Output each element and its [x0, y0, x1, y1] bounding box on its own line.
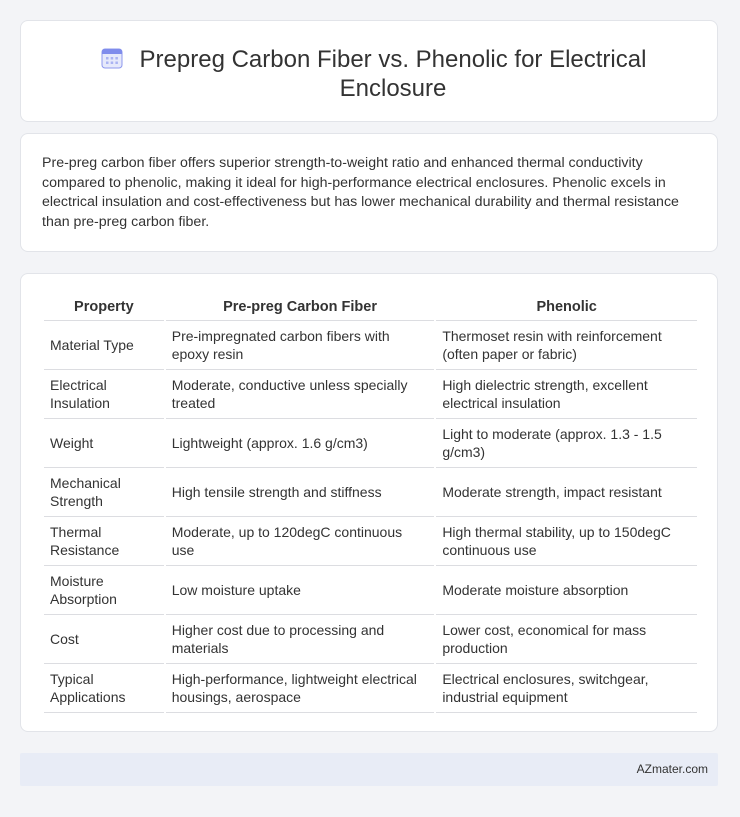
row-prepreg-value: Moderate, conductive unless specially treated	[166, 370, 435, 419]
summary-text: Pre-preg carbon fiber offers superior strength-to-weight ratio and enhanced thermal conductivity compared to phenolic, making it ideal for high-performance electrical enclosures. Phenolic excels in electrical insulation and cost-effectiveness but has lower mechanical durability and thermal resistance than pre-preg carbon fiber.	[42, 155, 679, 230]
column-header-prepreg: Pre-preg Carbon Fiber	[166, 294, 435, 321]
row-phenolic-value: Moderate moisture absorption	[436, 566, 697, 615]
row-prepreg-value: Higher cost due to processing and materials	[166, 615, 435, 664]
row-phenolic-value: Electrical enclosures, switchgear, industrial equipment	[436, 664, 697, 713]
row-prepreg-value: Low moisture uptake	[166, 566, 435, 615]
title-wrap	[21, 45, 717, 103]
page-title: Prepreg Carbon Fiber vs. Phenolic for Electrical Enclosure	[139, 46, 647, 102]
row-property: Cost	[44, 615, 164, 664]
row-property: Electrical Insulation	[44, 370, 164, 419]
column-header-phenolic: Phenolic	[436, 294, 697, 321]
table-header-row	[44, 294, 697, 321]
footer-brand-link[interactable]: AZmater.com	[636, 762, 708, 776]
table-row	[44, 664, 697, 713]
comparison-table-card	[20, 273, 718, 732]
title-card	[20, 20, 718, 122]
table-row	[44, 517, 697, 566]
row-property: Moisture Absorption	[44, 566, 164, 615]
row-phenolic-value: High dielectric strength, excellent electrical insulation	[436, 370, 697, 419]
row-property: Thermal Resistance	[44, 517, 164, 566]
row-property: Weight	[44, 419, 164, 468]
row-property: Material Type	[44, 321, 164, 370]
row-property: Typical Applications	[44, 664, 164, 713]
table-row	[44, 419, 697, 468]
column-header-property: Property	[44, 294, 164, 321]
row-prepreg-value: High tensile strength and stiffness	[166, 468, 435, 517]
table-row	[44, 468, 697, 517]
row-phenolic-value: Moderate strength, impact resistant	[436, 468, 697, 517]
table-row	[44, 615, 697, 664]
table-row	[44, 566, 697, 615]
footer-bar	[20, 753, 718, 786]
row-phenolic-value: Light to moderate (approx. 1.3 - 1.5 g/cm3)	[436, 419, 697, 468]
row-prepreg-value: Pre-impregnated carbon fibers with epoxy resin	[166, 321, 435, 370]
comparison-table	[42, 294, 699, 713]
row-property: Mechanical Strength	[44, 468, 164, 517]
row-phenolic-value: Lower cost, economical for mass production	[436, 615, 697, 664]
table-row	[44, 370, 697, 419]
table-row	[44, 321, 697, 370]
summary-card	[20, 133, 718, 252]
row-prepreg-value: Moderate, up to 120degC continuous use	[166, 517, 435, 566]
calendar-icon	[101, 47, 123, 69]
row-prepreg-value: High-performance, lightweight electrical housings, aerospace	[166, 664, 435, 713]
row-prepreg-value: Lightweight (approx. 1.6 g/cm3)	[166, 419, 435, 468]
row-phenolic-value: High thermal stability, up to 150degC continuous use	[436, 517, 697, 566]
row-phenolic-value: Thermoset resin with reinforcement (often paper or fabric)	[436, 321, 697, 370]
